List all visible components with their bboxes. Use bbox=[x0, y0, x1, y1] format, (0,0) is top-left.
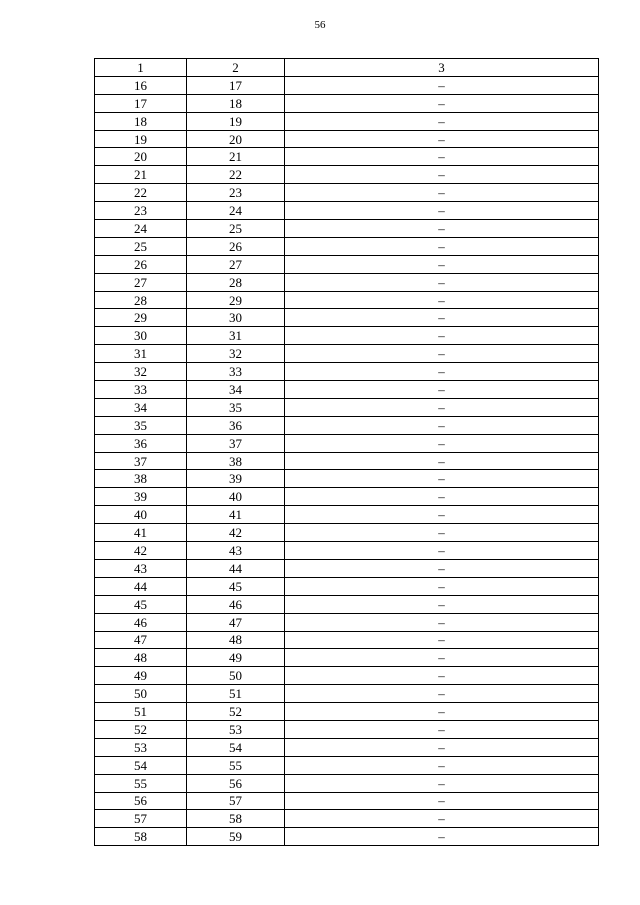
table-cell-col-1: 37 bbox=[95, 452, 187, 470]
table-cell-col-3: – bbox=[285, 184, 599, 202]
table-cell-col-1: 24 bbox=[95, 220, 187, 238]
table-cell-col-3: – bbox=[285, 649, 599, 667]
table-cell-col-3: – bbox=[285, 220, 599, 238]
table-cell-col-2: 44 bbox=[187, 559, 285, 577]
table-cell-col-2: 24 bbox=[187, 202, 285, 220]
table-cell-col-3: – bbox=[285, 577, 599, 595]
table-cell-col-1: 17 bbox=[95, 94, 187, 112]
table-cell-col-3: – bbox=[285, 381, 599, 399]
table-cell-col-1: 43 bbox=[95, 559, 187, 577]
table-cell-col-3: – bbox=[285, 327, 599, 345]
table-cell-col-3: – bbox=[285, 148, 599, 166]
table-row bbox=[95, 631, 599, 649]
table-row bbox=[95, 416, 599, 434]
table-row bbox=[95, 398, 599, 416]
table-row bbox=[95, 94, 599, 112]
table-cell-col-1: 26 bbox=[95, 255, 187, 273]
table-cell-col-2: 56 bbox=[187, 774, 285, 792]
table-cell-col-2: 48 bbox=[187, 631, 285, 649]
page-number: 56 bbox=[314, 19, 326, 31]
table-row bbox=[95, 828, 599, 846]
table-cell-col-1: 41 bbox=[95, 524, 187, 542]
table-row bbox=[95, 363, 599, 381]
table-cell-col-1: 29 bbox=[95, 309, 187, 327]
table-cell-col-2: 54 bbox=[187, 738, 285, 756]
table-cell-col-2: 57 bbox=[187, 792, 285, 810]
table-cell-col-2: 25 bbox=[187, 220, 285, 238]
table-cell-col-3: – bbox=[285, 94, 599, 112]
table-cell-col-1: 53 bbox=[95, 738, 187, 756]
table-row bbox=[95, 184, 599, 202]
table-cell-col-1: 45 bbox=[95, 595, 187, 613]
table-cell-col-1: 36 bbox=[95, 434, 187, 452]
table-row bbox=[95, 792, 599, 810]
table-cell-col-2: 55 bbox=[187, 756, 285, 774]
table-cell-col-1: 30 bbox=[95, 327, 187, 345]
table-cell-col-2: 29 bbox=[187, 291, 285, 309]
table-cell-col-2: 46 bbox=[187, 595, 285, 613]
table-cell-col-2: 36 bbox=[187, 416, 285, 434]
table-cell-col-2: 31 bbox=[187, 327, 285, 345]
table-cell-col-2: 34 bbox=[187, 381, 285, 399]
table-row bbox=[95, 434, 599, 452]
table-row bbox=[95, 595, 599, 613]
table-cell-col-2: 49 bbox=[187, 649, 285, 667]
table-row bbox=[95, 166, 599, 184]
table-cell-col-3: – bbox=[285, 237, 599, 255]
table-row bbox=[95, 220, 599, 238]
table-cell-col-3: – bbox=[285, 738, 599, 756]
table-cell-col-3: – bbox=[285, 202, 599, 220]
table-cell-col-2: 28 bbox=[187, 273, 285, 291]
table-cell-col-2: 37 bbox=[187, 434, 285, 452]
table-cell-col-3: – bbox=[285, 595, 599, 613]
table-cell-col-3: – bbox=[285, 291, 599, 309]
table-row bbox=[95, 381, 599, 399]
table-cell-col-3: – bbox=[285, 792, 599, 810]
table-cell-col-2: 35 bbox=[187, 398, 285, 416]
table-cell-col-1: 20 bbox=[95, 148, 187, 166]
table-header-row bbox=[95, 59, 599, 77]
table-row bbox=[95, 273, 599, 291]
table-cell-col-3: – bbox=[285, 542, 599, 560]
table-cell-col-3: – bbox=[285, 76, 599, 94]
table-cell-col-3: – bbox=[285, 631, 599, 649]
table-cell-col-1: 32 bbox=[95, 363, 187, 381]
table-cell-col-3: – bbox=[285, 667, 599, 685]
table-cell-col-1: 23 bbox=[95, 202, 187, 220]
table-cell-col-1: 31 bbox=[95, 345, 187, 363]
table-cell-col-3: – bbox=[285, 130, 599, 148]
table-row bbox=[95, 738, 599, 756]
table-row bbox=[95, 613, 599, 631]
table-cell-col-1: 19 bbox=[95, 130, 187, 148]
table-cell-col-2: 40 bbox=[187, 488, 285, 506]
table-cell-col-1: 49 bbox=[95, 667, 187, 685]
table-cell-col-1: 54 bbox=[95, 756, 187, 774]
table-row bbox=[95, 488, 599, 506]
table-row bbox=[95, 291, 599, 309]
table-cell-col-2: 39 bbox=[187, 470, 285, 488]
table-cell-col-1: 44 bbox=[95, 577, 187, 595]
table-cell-col-1: 56 bbox=[95, 792, 187, 810]
table-cell-col-1: 22 bbox=[95, 184, 187, 202]
table-cell-col-3: – bbox=[285, 434, 599, 452]
table-cell-col-3: – bbox=[285, 452, 599, 470]
table-cell-col-2: 17 bbox=[187, 76, 285, 94]
table-cell-col-2: 32 bbox=[187, 345, 285, 363]
table-cell-col-2: 59 bbox=[187, 828, 285, 846]
table-cell-col-2: 42 bbox=[187, 524, 285, 542]
table-row bbox=[95, 542, 599, 560]
table-cell-col-1: 58 bbox=[95, 828, 187, 846]
table-cell-col-2: 38 bbox=[187, 452, 285, 470]
table-row bbox=[95, 470, 599, 488]
table-body bbox=[95, 59, 599, 846]
table-row bbox=[95, 148, 599, 166]
table-row bbox=[95, 506, 599, 524]
table-cell-col-1: 52 bbox=[95, 720, 187, 738]
table-cell-col-3: – bbox=[285, 166, 599, 184]
table-cell-col-2: 52 bbox=[187, 703, 285, 721]
table-row bbox=[95, 327, 599, 345]
table-cell-col-1: 47 bbox=[95, 631, 187, 649]
table-cell-col-1: 42 bbox=[95, 542, 187, 560]
table-cell-col-2: 30 bbox=[187, 309, 285, 327]
table-row bbox=[95, 559, 599, 577]
table-cell-col-2: 27 bbox=[187, 255, 285, 273]
table-cell-col-3: – bbox=[285, 613, 599, 631]
table-cell-col-2: 20 bbox=[187, 130, 285, 148]
table-cell-col-1: 16 bbox=[95, 76, 187, 94]
table-cell-col-1: 40 bbox=[95, 506, 187, 524]
table-cell-col-3: – bbox=[285, 828, 599, 846]
table-cell-col-3: – bbox=[285, 703, 599, 721]
table-cell-col-3: – bbox=[285, 720, 599, 738]
table-cell-col-3: – bbox=[285, 685, 599, 703]
table-row bbox=[95, 345, 599, 363]
data-table bbox=[94, 58, 599, 846]
table-cell-col-2: 33 bbox=[187, 363, 285, 381]
table-cell-col-1: 33 bbox=[95, 381, 187, 399]
table-cell-col-1: 21 bbox=[95, 166, 187, 184]
table-cell-col-3: – bbox=[285, 112, 599, 130]
table-cell-col-3: – bbox=[285, 559, 599, 577]
table-cell-col-2: 26 bbox=[187, 237, 285, 255]
table-row bbox=[95, 452, 599, 470]
table-cell-col-2: 50 bbox=[187, 667, 285, 685]
table-cell-col-3: – bbox=[285, 506, 599, 524]
table-cell-col-1: 50 bbox=[95, 685, 187, 703]
table-cell-col-1: 38 bbox=[95, 470, 187, 488]
table-cell-col-3: – bbox=[285, 345, 599, 363]
table-row bbox=[95, 112, 599, 130]
table-row bbox=[95, 810, 599, 828]
table-cell-col-3: – bbox=[285, 363, 599, 381]
table-cell-col-3: – bbox=[285, 774, 599, 792]
table-cell-col-3: – bbox=[285, 756, 599, 774]
table-cell-col-1: 25 bbox=[95, 237, 187, 255]
table-cell-col-1: 34 bbox=[95, 398, 187, 416]
table-cell-col-3: – bbox=[285, 398, 599, 416]
table-cell-col-2: 45 bbox=[187, 577, 285, 595]
table-row bbox=[95, 720, 599, 738]
table-cell-col-3: – bbox=[285, 810, 599, 828]
table-cell-col-3: – bbox=[285, 309, 599, 327]
table-cell-col-2: 47 bbox=[187, 613, 285, 631]
table-row bbox=[95, 524, 599, 542]
table-row bbox=[95, 577, 599, 595]
table-cell-col-2: 18 bbox=[187, 94, 285, 112]
table-cell-col-2: 19 bbox=[187, 112, 285, 130]
table-cell-col-3: – bbox=[285, 255, 599, 273]
table-cell-col-2: 22 bbox=[187, 166, 285, 184]
table-cell-col-2: 21 bbox=[187, 148, 285, 166]
table-cell-col-3: – bbox=[285, 488, 599, 506]
table-cell-col-1: 27 bbox=[95, 273, 187, 291]
table-cell-col-3: – bbox=[285, 416, 599, 434]
table-cell-col-2: 53 bbox=[187, 720, 285, 738]
table-cell-col-2: 41 bbox=[187, 506, 285, 524]
table-row bbox=[95, 255, 599, 273]
table-cell-col-2: 58 bbox=[187, 810, 285, 828]
table-cell-col-1: 57 bbox=[95, 810, 187, 828]
table-cell-col-1: 35 bbox=[95, 416, 187, 434]
table-row bbox=[95, 685, 599, 703]
column-header-3: 3 bbox=[285, 59, 599, 77]
table-cell-col-1: 55 bbox=[95, 774, 187, 792]
table-row bbox=[95, 667, 599, 685]
table-cell-col-2: 51 bbox=[187, 685, 285, 703]
table-row bbox=[95, 237, 599, 255]
table-row bbox=[95, 76, 599, 94]
table-row bbox=[95, 202, 599, 220]
column-header-2: 2 bbox=[187, 59, 285, 77]
table-cell-col-3: – bbox=[285, 524, 599, 542]
table-cell-col-1: 51 bbox=[95, 703, 187, 721]
table-cell-col-2: 23 bbox=[187, 184, 285, 202]
table-cell-col-1: 18 bbox=[95, 112, 187, 130]
table-cell-col-3: – bbox=[285, 470, 599, 488]
column-header-1: 1 bbox=[95, 59, 187, 77]
table-row bbox=[95, 703, 599, 721]
table-cell-col-1: 48 bbox=[95, 649, 187, 667]
table-cell-col-2: 43 bbox=[187, 542, 285, 560]
table-cell-col-3: – bbox=[285, 273, 599, 291]
table-cell-col-1: 39 bbox=[95, 488, 187, 506]
table-cell-col-1: 46 bbox=[95, 613, 187, 631]
table-row bbox=[95, 756, 599, 774]
table-row bbox=[95, 130, 599, 148]
table-row bbox=[95, 774, 599, 792]
table-row bbox=[95, 649, 599, 667]
table-row bbox=[95, 309, 599, 327]
table-cell-col-1: 28 bbox=[95, 291, 187, 309]
